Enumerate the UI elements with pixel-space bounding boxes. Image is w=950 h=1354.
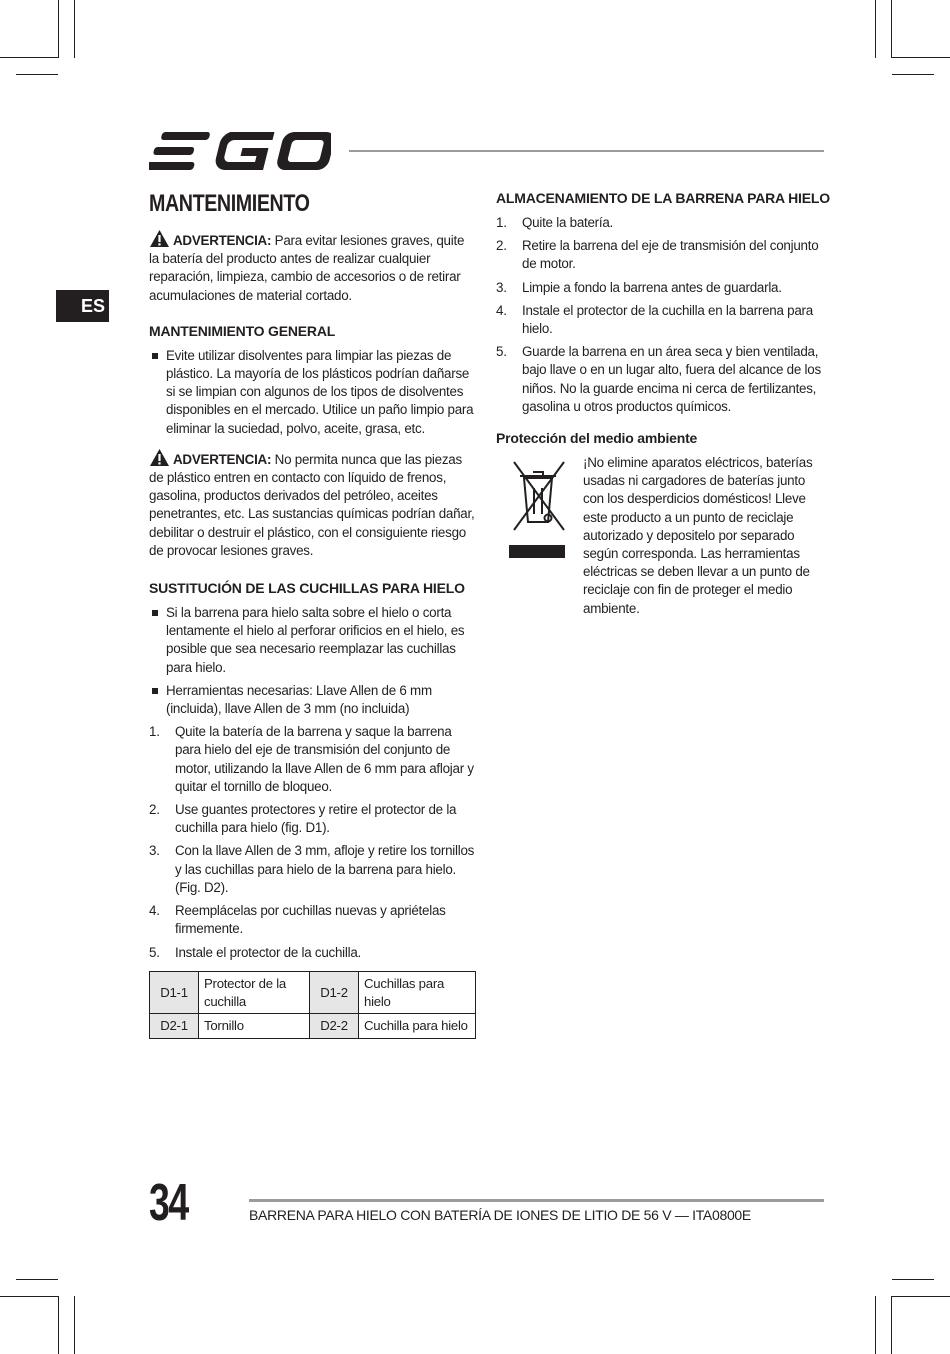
table-cell: Protector de la cuchilla	[199, 972, 310, 1014]
list-item: 5. Guarde la barrena en un área seca y bien ventilada, bajo llave o en un lugar alto, fuera del alcance de los niños. No la guarde encima ni cerca de fertilizantes, gasolina u otros productos químicos.	[496, 344, 821, 414]
table-row	[150, 1014, 476, 1039]
table-row	[150, 972, 476, 1014]
list-item: 1. Quite la batería de la barrena y saque la barrena para hielo del eje de transmisión del conjunto de motor, utilizando la llave Allen de 6 mm para aflojar y quitar el tornillo de bloqueo.	[149, 724, 474, 794]
list-item: 2. Retire la barrena del eje de transmisión del conjunto de motor.	[496, 238, 819, 272]
list-item: 5. Instale el protector de la cuchilla.	[149, 944, 362, 960]
warning-block	[149, 229, 477, 305]
section-heading: MANTENIMIENTO GENERAL	[149, 322, 336, 339]
table-cell: Cuchillas para hielo	[359, 972, 476, 1014]
bullet-icon	[152, 610, 158, 616]
language-tab: ES	[56, 290, 109, 322]
warning-triangle-icon	[149, 229, 170, 248]
warning-label: ADVERTENCIA:	[173, 233, 272, 248]
ego-logo	[149, 130, 331, 172]
list-item: 2. Use guantes protectores y retire el protector de la cuchilla para hielo (fig. D1).	[149, 802, 457, 836]
table-cell: D1-2	[310, 972, 359, 1014]
parts-table	[149, 971, 476, 1039]
bullet-icon	[152, 353, 158, 359]
header-rule	[349, 150, 824, 152]
table-cell: Cuchilla para hielo	[359, 1014, 476, 1039]
section-heading: ALMACENAMIENTO DE LA BARRENA PARA HIELO	[496, 190, 830, 206]
list-item: 4. Reemplácelas por cuchillas nuevas y apriételas firmemente.	[149, 903, 446, 937]
list-item: 3. Con la llave Allen de 3 mm, afloje y retire los tornillos y las cuchillas para hielo de la barrena para hielo. (Fig. D2).	[149, 843, 475, 895]
right-column	[496, 190, 830, 618]
footer-rule	[249, 1199, 824, 1202]
environment-text: ¡No elimine aparatos eléctricos, baterías usadas ni cargadores de baterías junto con los desperdicios domésticos! Lleve este producto a un punto de reciclaje autorizado y depositelo por separado según corresponda. Las herramientas eléctricas se deben llevar a un punto de reciclaje con fin de proteger el medio ambiente.	[583, 455, 813, 616]
table-cell: D1-1	[150, 972, 199, 1014]
table-cell: D2-1	[150, 1014, 199, 1039]
environment-block	[496, 454, 824, 618]
warning-triangle-icon	[149, 448, 170, 467]
list-item: 4. Instale el protector de la cuchilla en la barrena para hielo.	[496, 302, 813, 337]
page-number: 34	[149, 1174, 188, 1232]
list-item: 1. Quite la batería.	[496, 215, 614, 230]
warning-text: Para evitar lesiones graves, quite la batería del producto antes de realizar cualquier reparación, limpieza, cambio de accesorios o de retirar acumulaciones de material cortado.	[149, 233, 465, 303]
footer-text: BARRENA PARA HIELO CON BATERÍA DE IONES DE LITIO DE 56 V — ITA0800E	[249, 1207, 751, 1223]
warning-block	[149, 448, 477, 560]
left-column	[149, 190, 477, 967]
table-cell: Tornillo	[199, 1014, 310, 1039]
bullet-icon	[152, 688, 158, 694]
weee-crossed-bin-icon	[508, 456, 568, 564]
list-item: Si la barrena para hielo salta sobre el hielo o corta lentamente el hielo al perforar orificios en el hielo, es posible que sea necesario reemplazar las cuchillas para hielo.	[149, 604, 477, 677]
page-title: MANTENIMIENTO	[149, 190, 310, 217]
table-cell: D2-2	[310, 1014, 359, 1039]
list-item: 3. Limpie a fondo la barrena antes de guardarla.	[496, 279, 782, 295]
section-heading: Protección del medio ambiente	[496, 430, 698, 447]
section-heading: SUSTITUCIÓN DE LAS CUCHILLAS PARA HIELO	[149, 580, 465, 597]
list-item: Herramientas necesarias: Llave Allen de 6 mm (incluida), llave Allen de 3 mm (no incluida)	[149, 682, 477, 718]
list-item: Evite utilizar disolventes para limpiar las piezas de plástico. La mayoría de los plásticos podrían dañarse si se limpian con algunos de los tipos de disolventes disponibles en el mercado. Utilice un paño limpio para eliminar la suciedad, polvo, aceite, grasa, etc.	[149, 347, 477, 438]
warning-text: No permita nunca que las piezas de plástico entren en contacto con líquido de frenos, gasolina, productos derivados del petróleo, aceites penetrantes, etc. Las sustancias químicas podrían dañar, debilitar o destruir el plástico, con el consiguiente riesgo de provocar lesiones graves.	[149, 451, 475, 558]
warning-label: ADVERTENCIA:	[173, 451, 272, 467]
